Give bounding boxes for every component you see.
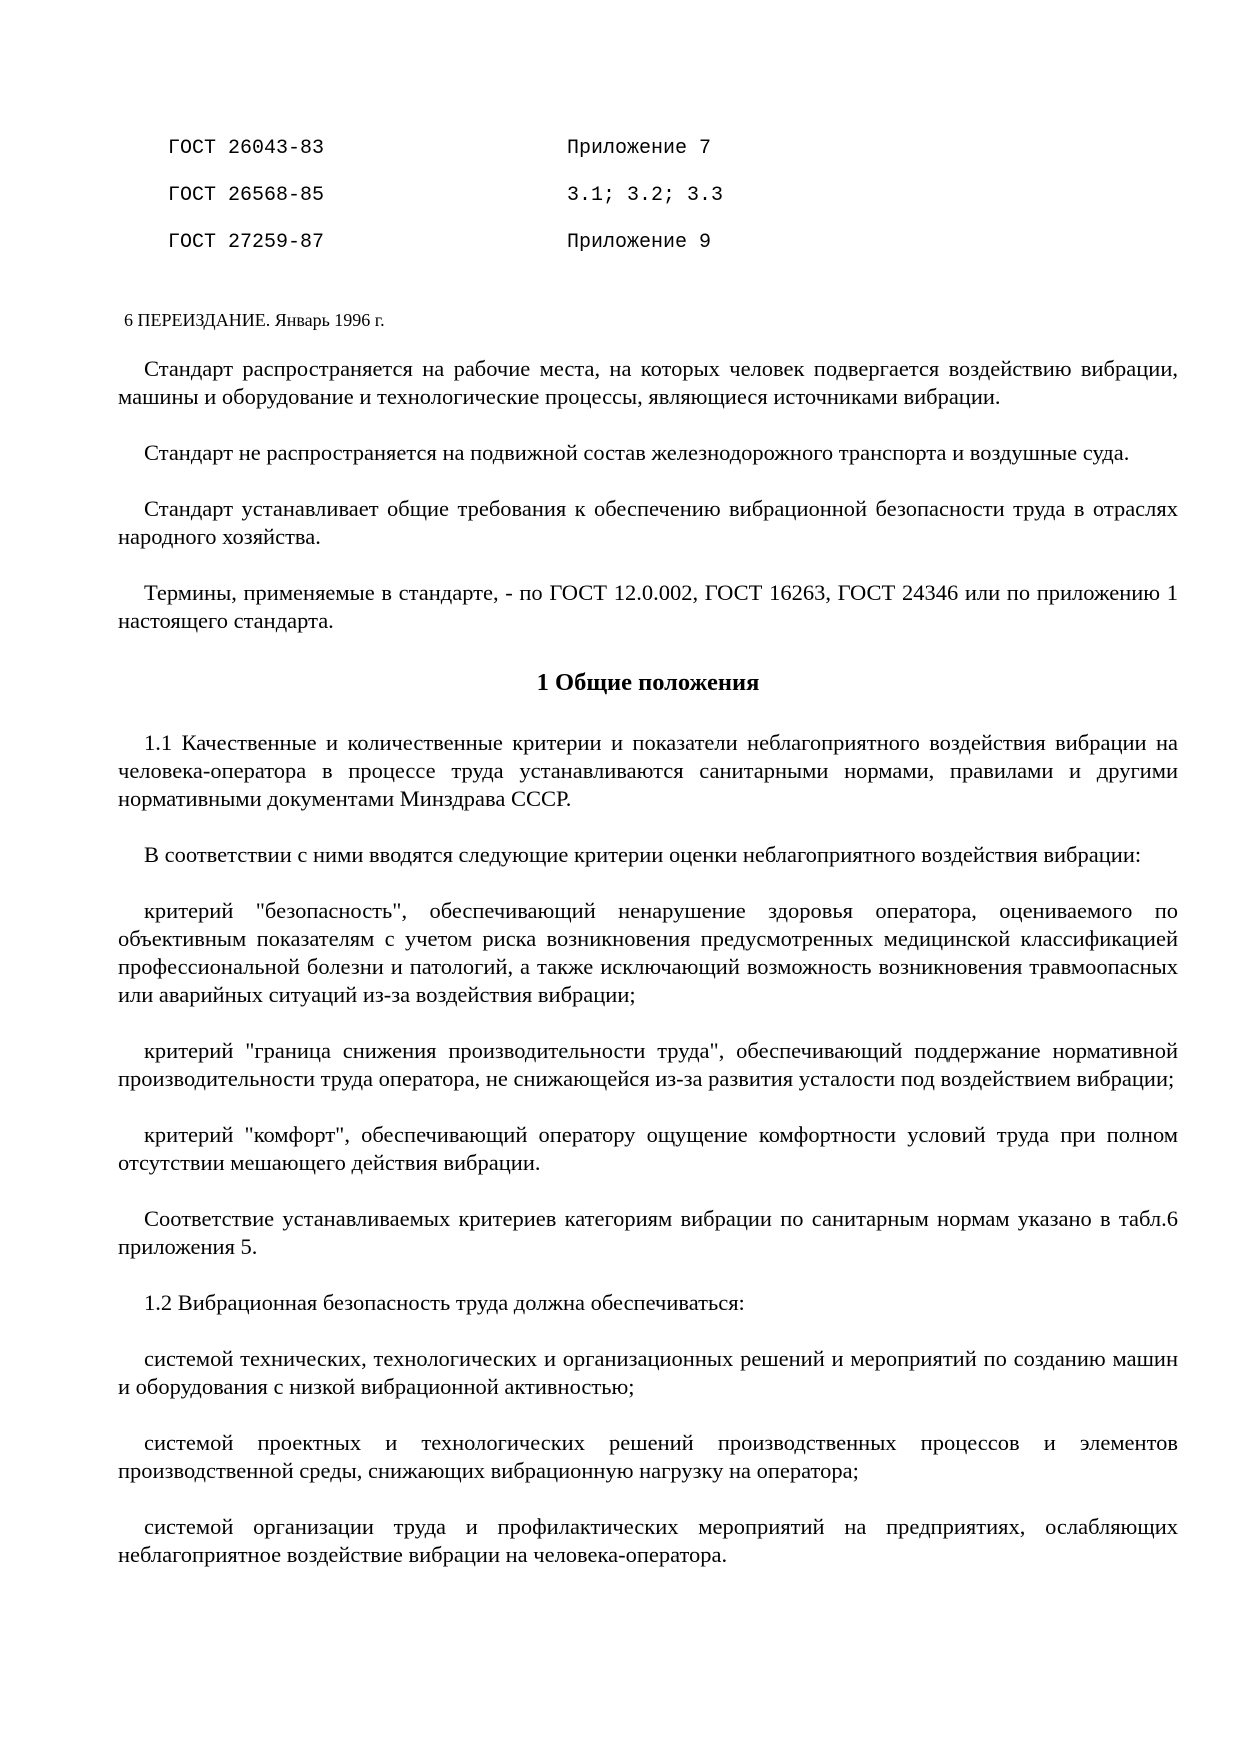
section-heading: 1 Общие положения (536, 669, 760, 696)
reference-row (168, 231, 723, 278)
section-paragraph: системой проектных и технологических решений производственных процессов и элементов производственной среды, снижающих вибрационную нагрузку на оператора; (118, 1430, 1178, 1483)
section-paragraph: системой организации труда и профилактических мероприятий на предприятиях, ослабляющих неблагоприятное воздействие вибрации на человека-оператора. (118, 1514, 1178, 1567)
intro-paragraph: Стандарт не распространяется на подвижной состав железнодорожного транспорта и воздушные суда. (144, 440, 1130, 465)
reissue-note: 6 ПЕРЕИЗДАНИЕ. Январь 1996 г. (124, 310, 385, 330)
reference-row (168, 184, 723, 231)
intro-paragraph: Стандарт устанавливает общие требования к обеспечению вибрационной безопасности труда в отраслях народного хозяйства. (118, 496, 1178, 549)
section-paragraph: Соответствие устанавливаемых критериев категориям вибрации по санитарным нормам указано в табл.6 приложения 5. (118, 1206, 1178, 1259)
intro-paragraph: Термины, применяемые в стандарте, - по ГОСТ 12.0.002, ГОСТ 16263, ГОСТ 24346 или по приложению 1 настоящего стандарта. (118, 580, 1178, 633)
reference-row (168, 137, 723, 184)
reference-location: Приложение 7 (567, 137, 712, 160)
reference-location: 3.1; 3.2; 3.3 (567, 184, 724, 207)
reference-document: ГОСТ 27259-87 (168, 231, 325, 254)
section-paragraph: системой технических, технологических и организационных решений и мероприятий по созданию машин и оборудования с низкой вибрационной активностью; (118, 1346, 1178, 1399)
reference-document: ГОСТ 26568-85 (168, 184, 325, 207)
section-paragraph: 1.2 Вибрационная безопасность труда должна обеспечиваться: (144, 1290, 745, 1315)
section-paragraph: 1.1 Качественные и количественные критерии и показатели неблагоприятного воздействия вибрации на человека-оператора в процессе труда устанавливаются санитарными нормами, правилами и другими нормативными документами Минздрава СССР. (118, 730, 1178, 811)
section-paragraph: В соответствии с ними вводятся следующие критерии оценки неблагоприятного воздействия вибрации: (144, 842, 1142, 867)
section-paragraph: критерий "комфорт", обеспечивающий оператору ощущение комфортности условий труда при полном отсутствии мешающего действия вибрации. (118, 1122, 1178, 1175)
document-body (118, 355, 1178, 1597)
intro-paragraph: Стандарт распространяется на рабочие места, на которых человек подвергается воздействию вибрации, машины и оборудование и технологические процессы, являющиеся источниками вибрации. (118, 356, 1178, 409)
section-paragraph: критерий "безопасность", обеспечивающий ненарушение здоровья оператора, оцениваемого по объективным показателям с учетом риска возникновения предусмотренных медицинской классификацией профессиональной болезни и патологий, а также исключающий возможность возникновения травмоопасных или аварийных ситуаций из-за воздействия вибрации; (118, 898, 1178, 1007)
reference-location: Приложение 9 (567, 231, 712, 254)
reference-table (168, 137, 723, 278)
reference-document: ГОСТ 26043-83 (168, 137, 325, 160)
section-paragraph: критерий "граница снижения производительности труда", обеспечивающий поддержание нормативной производительности труда оператора, не снижающейся из-за развития усталости под воздействием вибрации; (118, 1038, 1178, 1091)
